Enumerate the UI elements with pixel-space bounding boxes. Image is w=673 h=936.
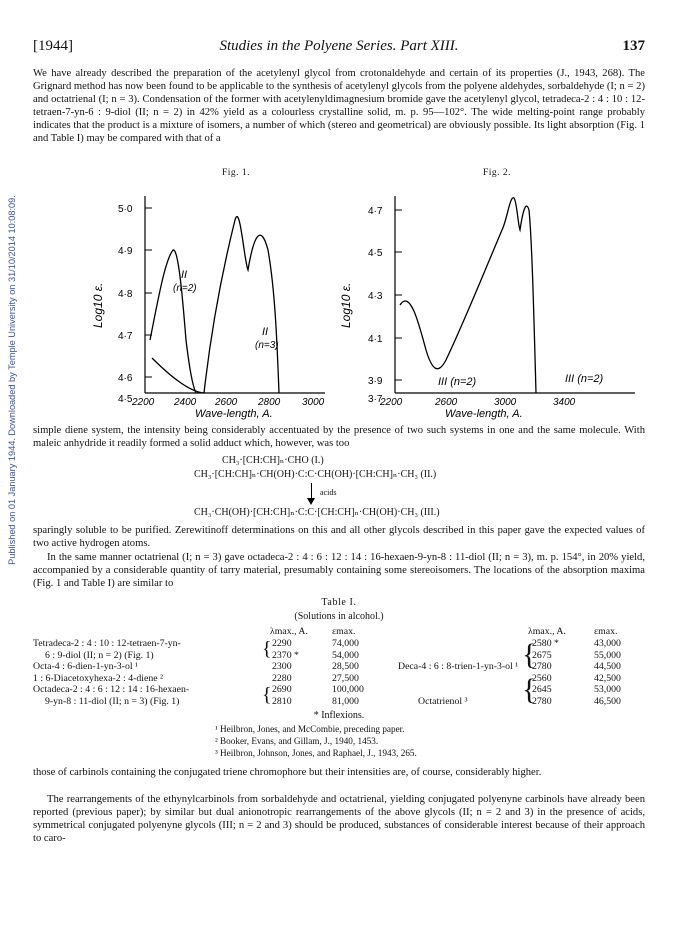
table-row: Octadeca-2 : 4 : 6 : 12 : 14 : 16-hexaen- <box>33 684 190 696</box>
fig1-plot <box>70 180 350 420</box>
fig2-yticks <box>395 210 402 380</box>
fig2-ytick-4: 3·9 <box>368 376 383 387</box>
paragraph-1: We have already described the preparation of the acetylenyl glycol from crotonaldehyde and certain of its properties (J., 1943, 268). The Grignard method has now been found to be applicable to the synthesis of acetylenyl glycols from the polyene aldehydes, sorbaldehyde (I; n = 2) and octatrienal (I; n = 3). Condensation of the former with acetylenyldimagnesium bromide gave the acetylenyl glycol, tetradeca-2 : 4 : 10 : 12-tetraen-7-yn-6 : 9-diol (II; n = 2) in 42% yield as a colourless crystalline solid, m. p. 95—102°. The wide melting-point range probably indicates that the product is a mixture of isomers, a number of which (stereo and geometrical) are obviously possible. Its light absorption (Fig. 1 and Table I) may be compared with that of a <box>33 68 645 144</box>
header-year: [1944] <box>33 38 73 54</box>
fig2-ytick-0: 4·7 <box>368 206 383 217</box>
table-brace: { <box>522 673 537 706</box>
formula-I: CH₃·[CH:CH]ₙ·CHO (I.) <box>222 455 324 466</box>
fig2-xtick-1: 2600 <box>435 397 458 408</box>
table-col-eps-left: εmax. <box>332 626 356 637</box>
page-number: 137 <box>622 38 645 54</box>
paragraph-3: sparingly soluble to be purified. Zerewitinoff determinations on this and all other glycols described in this paper gave the expected values of two active hydrogen atoms. <box>33 525 645 549</box>
fig1-yticks <box>145 208 152 377</box>
fig2-ylabel: Log10 ε. <box>339 282 353 328</box>
fig1-label-b: II <box>262 326 269 338</box>
fig2-label-b: III (n=2) <box>565 373 604 385</box>
formula-III: CH₃·CH(OH)·[CH:CH]ₙ·C:C·[CH:CH]ₙ·CH(OH)·CH₃ (III.) <box>194 507 440 518</box>
fig2-plot <box>330 180 650 420</box>
table-left-lambda: 2290 2370 * 2300 2280 2690 2810 <box>272 638 299 707</box>
fig2-ytick-2: 4·3 <box>368 291 383 302</box>
table-right-name-2: Octatrienol ³ <box>418 696 468 707</box>
table-note: * Inflexions. <box>313 710 365 721</box>
fig1-curve-n2 <box>150 250 196 393</box>
fig1-xlabel: Wave-length, A. <box>195 408 273 420</box>
fig2-xtick-3: 3400 <box>553 397 576 408</box>
fig1-ytick-4: 4·6 <box>118 373 133 384</box>
fig1-ytick-5: 4·5 <box>118 394 133 405</box>
table-subtitle: (Solutions in alcohol.) <box>294 611 384 622</box>
table-brace: { <box>262 638 272 660</box>
fig1-xtick-4: 3000 <box>302 397 325 408</box>
table-left-eps: 74,000 54,000 28,500 27,500 100,000 81,000 <box>332 638 364 707</box>
fig1-ytick-3: 4·7 <box>118 331 133 342</box>
download-side-note: Published on 01 January 1944. Downloaded by Temple University on 31/10/2014 10:08:09. <box>7 195 17 565</box>
table-row: 9-yn-8 : 11-diol (II; n = 3) (Fig. 1) <box>45 695 180 707</box>
header-title: Studies in the Polyene Series. Part XIII. <box>219 38 459 54</box>
table-brace: { <box>262 684 272 706</box>
fig1-label-a-sub: (n=2) <box>173 283 197 294</box>
table-right-lambda: 2580 * 2675 2780 2560 2645 2780 <box>532 638 559 707</box>
fig2-ytick-1: 4·5 <box>368 248 383 259</box>
fig2-ytick-5: 3·7 <box>368 394 383 405</box>
table-title: Table I. <box>321 597 357 608</box>
paragraph-4: In the same manner octatrienal (I; n = 3) gave octadeca-2 : 4 : 6 : 12 : 14 : 16-hexaen-9-yn-8 : 11-diol (II; n = 3), m. p. 154°, in 20% yield, accompanied by a considerable quantity of tarry material, presumably containing some stereoisomers. The locations of the absorption maxima (Fig. 1 and Table I) are similar to <box>33 552 645 589</box>
table-brace: { <box>522 638 537 671</box>
down-arrow-icon <box>307 483 317 505</box>
fig1-caption: Fig. 1. <box>222 168 251 178</box>
fig1-xtick-2: 2600 <box>215 397 238 408</box>
fig2-xtick-2: 3000 <box>494 397 517 408</box>
fig2-caption: Fig. 2. <box>483 168 512 178</box>
fig1-label-a: II <box>181 269 188 281</box>
table-row: 1 : 6-Diacetoxyhexa-2 : 4-diene ² <box>33 672 163 684</box>
fig1-label-b-sub: (n=3) <box>255 340 279 351</box>
fig1-ylabel: Log10 ε. <box>91 282 105 328</box>
fig1-curve-n2-tail <box>152 358 204 393</box>
table-row: 6 : 9-diol (II; n = 2) (Fig. 1) <box>45 649 154 661</box>
fig2-ytick-3: 4·1 <box>368 334 383 345</box>
fig1-ytick-0: 5·0 <box>118 204 133 215</box>
arrow-label: acids <box>320 488 337 497</box>
fig1-ytick-2: 4·8 <box>118 289 133 300</box>
footnote-3: ³ Heilbron, Johnson, Jones, and Raphael, J., 1943, 265. <box>215 748 417 758</box>
fig1-xtick-3: 2800 <box>258 397 281 408</box>
fig1-xtick-1: 2400 <box>174 397 197 408</box>
table-row: Tetradeca-2 : 4 : 10 : 12-tetraen-7-yn- <box>33 638 181 649</box>
table-col-lambda-left: λmax., A. <box>270 626 308 637</box>
formula-II: CH₃·[CH:CH]ₙ·CH(OH)·C:C·CH(OH)·[CH:CH]ₙ·CH₃ (II.) <box>194 469 437 480</box>
footnote-1: ¹ Heilbron, Jones, and McCombie, preceding paper. <box>215 724 405 734</box>
table-row: Octa-4 : 6-dien-1-yn-3-ol ¹ <box>33 661 138 673</box>
fig2-xlabel: Wave-length, A. <box>445 408 523 420</box>
fig1-curve-n3 <box>204 217 279 393</box>
table-col-lambda-right: λmax., A. <box>528 626 566 637</box>
footnote-2: ² Booker, Evans, and Gillam, J., 1940, 1453. <box>215 736 379 746</box>
fig2-curve <box>400 198 536 393</box>
fig1-ytick-1: 4·9 <box>118 246 133 257</box>
table-right-eps: 43,000 55,000 44,500 42,500 53,000 46,500 <box>594 638 621 707</box>
paragraph-6: The rearrangements of the ethynylcarbinols from sorbaldehyde and octatrienal, yielding conjugated polyenyne carbinols have already been reported (previous paper); by similar but dual anionotropic rearrangements of the above glycols (II; n = 2 and 3) in the presence of acids, symmetrical conjugated polyenyne glycols (III; n = 2 and 3) should be produced, substances of considerable interest because of their approach to caro- <box>33 794 645 844</box>
fig2-label-a: III (n=2) <box>438 376 477 388</box>
table-left-names <box>33 638 189 708</box>
table-right-name-1: Deca-4 : 6 : 8-trien-1-yn-3-ol ¹ <box>398 661 519 672</box>
paragraph-2: simple diene system, the intensity being considerably accentuated by the presence of two such systems in one and the same molecule. With maleic anhydride it readily formed a solid adduct which, however, was too <box>33 425 645 449</box>
fig1-xtick-0: 2200 <box>132 397 155 408</box>
table-col-eps-right: εmax. <box>594 626 618 637</box>
paragraph-5: those of carbinols containing the conjugated triene chromophore but their intensities are, of course, considerably higher. <box>33 767 542 778</box>
running-header <box>33 38 645 58</box>
fig2-xtick-0: 2200 <box>380 397 403 408</box>
